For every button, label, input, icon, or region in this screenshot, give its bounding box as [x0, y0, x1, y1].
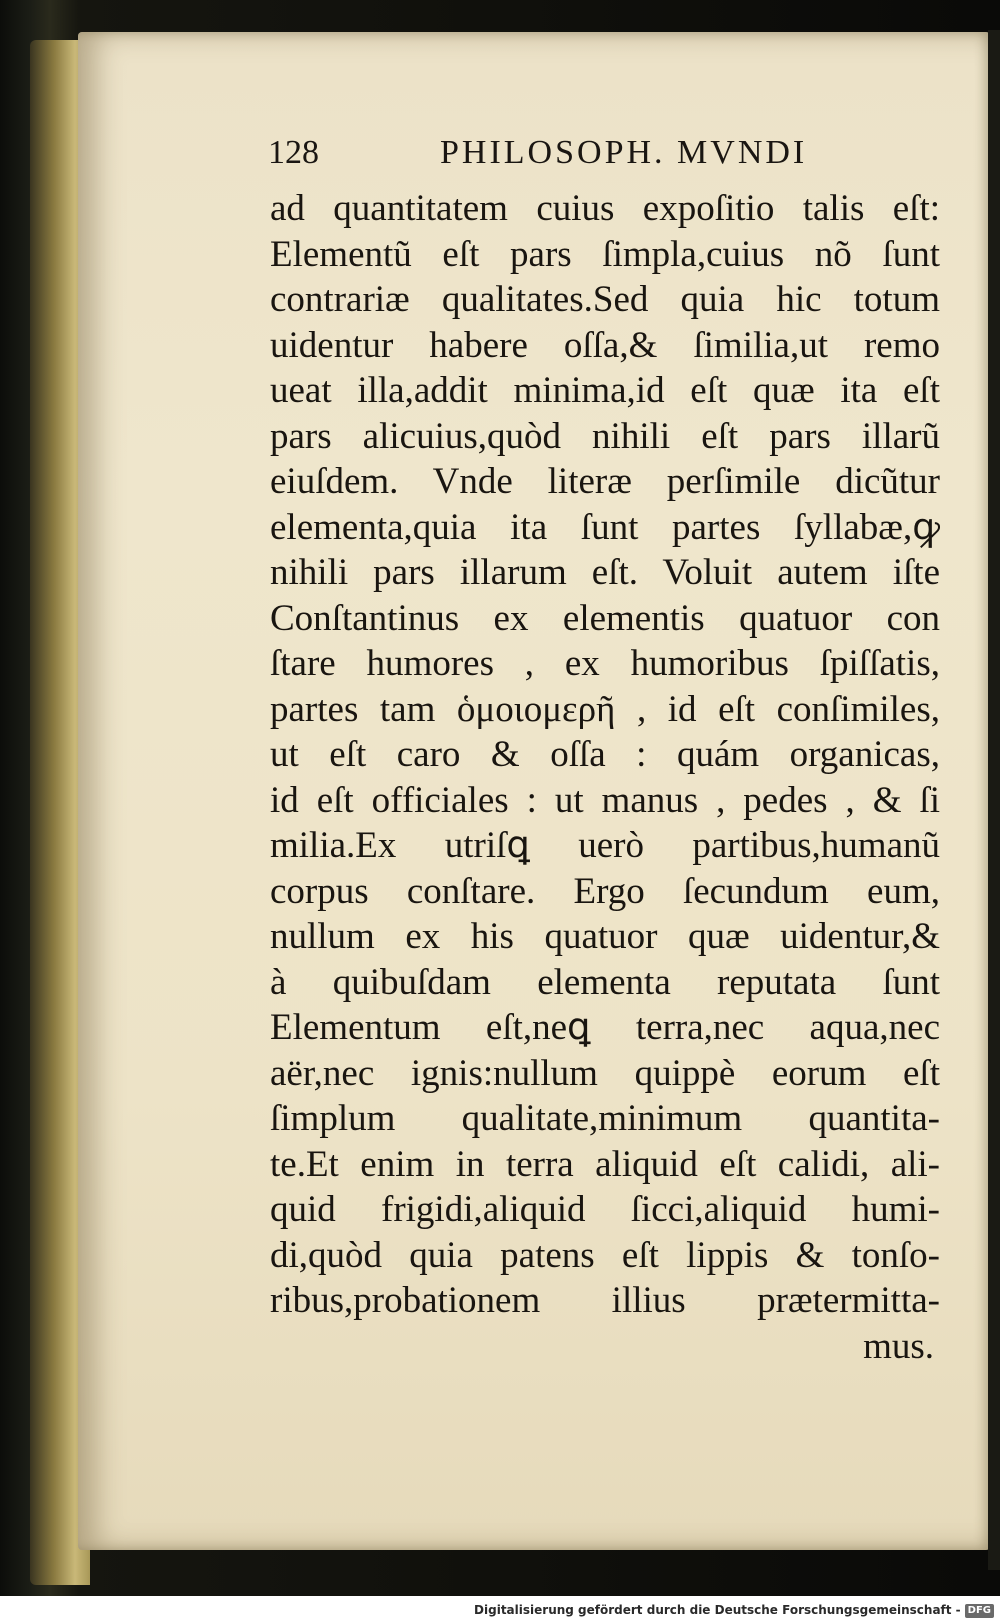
- body-text: [270, 186, 940, 1369]
- text-line: corpus conſtare. Ergo ſecundum eum,: [270, 870, 940, 912]
- digitization-footer: [0, 1600, 994, 1620]
- text-line: te.Et enim in terra aliquid eſt calidi, ali-: [270, 1143, 940, 1185]
- running-header: [268, 134, 868, 182]
- text-line: Elementũ eſt pars ſimpla,cuius nõ ſunt: [270, 233, 940, 275]
- text-line: elementa,quia ita ſunt partes ſyllabæ,ꝙ: [270, 506, 940, 548]
- running-title: PHILOSOPH. MVNDI: [440, 134, 808, 171]
- text-line: à quibuſdam elementa reputata ſunt: [270, 961, 940, 1003]
- text-line: eiuſdem. Vnde literæ perſimile dicũtur: [270, 461, 940, 502]
- text-line: mus.: [863, 1325, 934, 1367]
- text-line: partes tam ὁμοιομερῆ , id eſt conſimiles,: [270, 688, 940, 730]
- text-line: nihili pars illarum eſt. Voluit autem iſte: [270, 552, 940, 593]
- text-line: Conſtantinus ex elementis quatuor con: [270, 597, 940, 639]
- footer-text: Digitalisierung gefördert durch die Deutsche Forschungsgemeinschaft -: [474, 1603, 961, 1617]
- text-line: ueat illa,addit minima,id eſt quæ ita eſt: [270, 370, 940, 411]
- text-line: di,quòd quia patens eſt lippis & tonſo-: [270, 1234, 940, 1276]
- text-line: milia.Ex utriſꝗ uerò partibus,humanũ: [270, 825, 940, 866]
- text-line: ribus,probationem illius prætermitta-: [270, 1280, 940, 1321]
- text-line: ſtare humores , ex humoribus ſpiſſatis,: [270, 643, 940, 684]
- text-line: contrariæ qualitates.Sed quia hic totum: [270, 279, 940, 320]
- page-number: 128: [268, 134, 319, 171]
- text-line: aër,nec ignis:nullum quippè eorum eſt: [270, 1052, 940, 1094]
- text-line: pars alicuius,quòd nihili eſt pars illarũ: [270, 415, 940, 457]
- dfg-logo: DFG: [965, 1604, 994, 1618]
- text-line: quid frigidi,aliquid ſicci,aliquid humi-: [270, 1189, 940, 1230]
- text-line: ut eſt caro & oſſa : quám organicas,: [270, 734, 940, 775]
- text-line: ad quantitatem cuius expoſitio talis eſt:: [270, 188, 940, 229]
- text-line: uidentur habere oſſa,& ſimilia,ut remo: [270, 324, 940, 366]
- text-line: Elementum eſt,neꝗ terra,nec aqua,nec: [270, 1007, 940, 1048]
- text-line: id eſt officiales : ut manus , pedes , & ſi: [270, 779, 940, 821]
- book-right-edge: [988, 30, 1000, 1570]
- text-line: nullum ex his quatuor quæ uidentur,&: [270, 916, 940, 957]
- text-line: ſimplum qualitate,minimum quantita-: [270, 1098, 940, 1139]
